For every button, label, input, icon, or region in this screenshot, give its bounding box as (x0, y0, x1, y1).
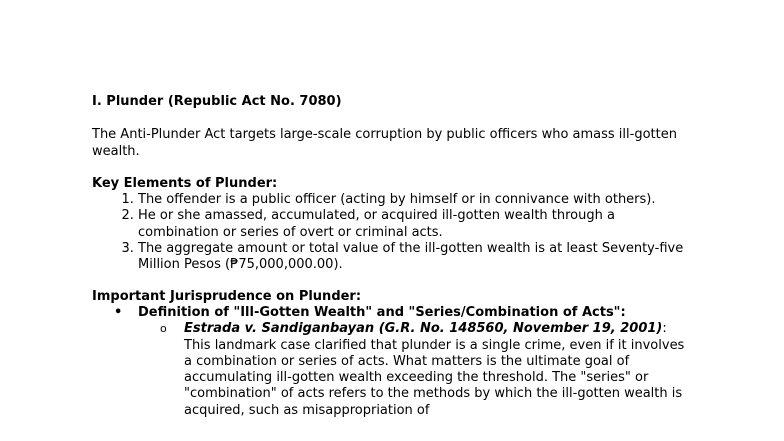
case-list (138, 321, 692, 419)
section-title: I. Plunder (Republic Act No. 7080) (92, 94, 342, 109)
case-name: Estrada v. Sandiganbayan (G.R. No. 148560, November 19, 2001) (184, 321, 663, 337)
key-elements-heading: Key Elements of Plunder: (92, 175, 278, 191)
list-item (138, 305, 692, 419)
case-text: : This landmark case clarified that plunder is a single crime, even if it involves a combination or series of acts. What matters is the ultimate goal of accumulating ill-gotten wealth exceeding the threshold. The "series" or "combination" of acts refers to the methods by which the ill-gotten wealth is acquired, such as misappropriation of (184, 321, 685, 418)
jurisprudence-list (92, 305, 692, 419)
document-page (92, 94, 692, 419)
key-elements-list (92, 192, 692, 273)
list-item: 2. He or she amassed, accumulated, or acquired ill-gotten wealth through a combination or series of overt or criminal acts. (138, 208, 692, 241)
topic-label: Definition of "Ill-Gotten Wealth" and "Series/Combination of Acts": (138, 304, 626, 320)
case-item (184, 321, 692, 419)
jurisprudence-heading: Important Jurisprudence on Plunder: (92, 288, 362, 304)
list-item: 1. The offender is a public officer (acting by himself or in connivance with others). (138, 192, 692, 208)
intro-paragraph: The Anti-Plunder Act targets large-scale corruption by public officers who amass ill-gotten wealth. (92, 127, 677, 159)
list-item: 3. The aggregate amount or total value of the ill-gotten wealth is at least Seventy-five Million Pesos (₱75,000,000.00). (138, 241, 692, 274)
